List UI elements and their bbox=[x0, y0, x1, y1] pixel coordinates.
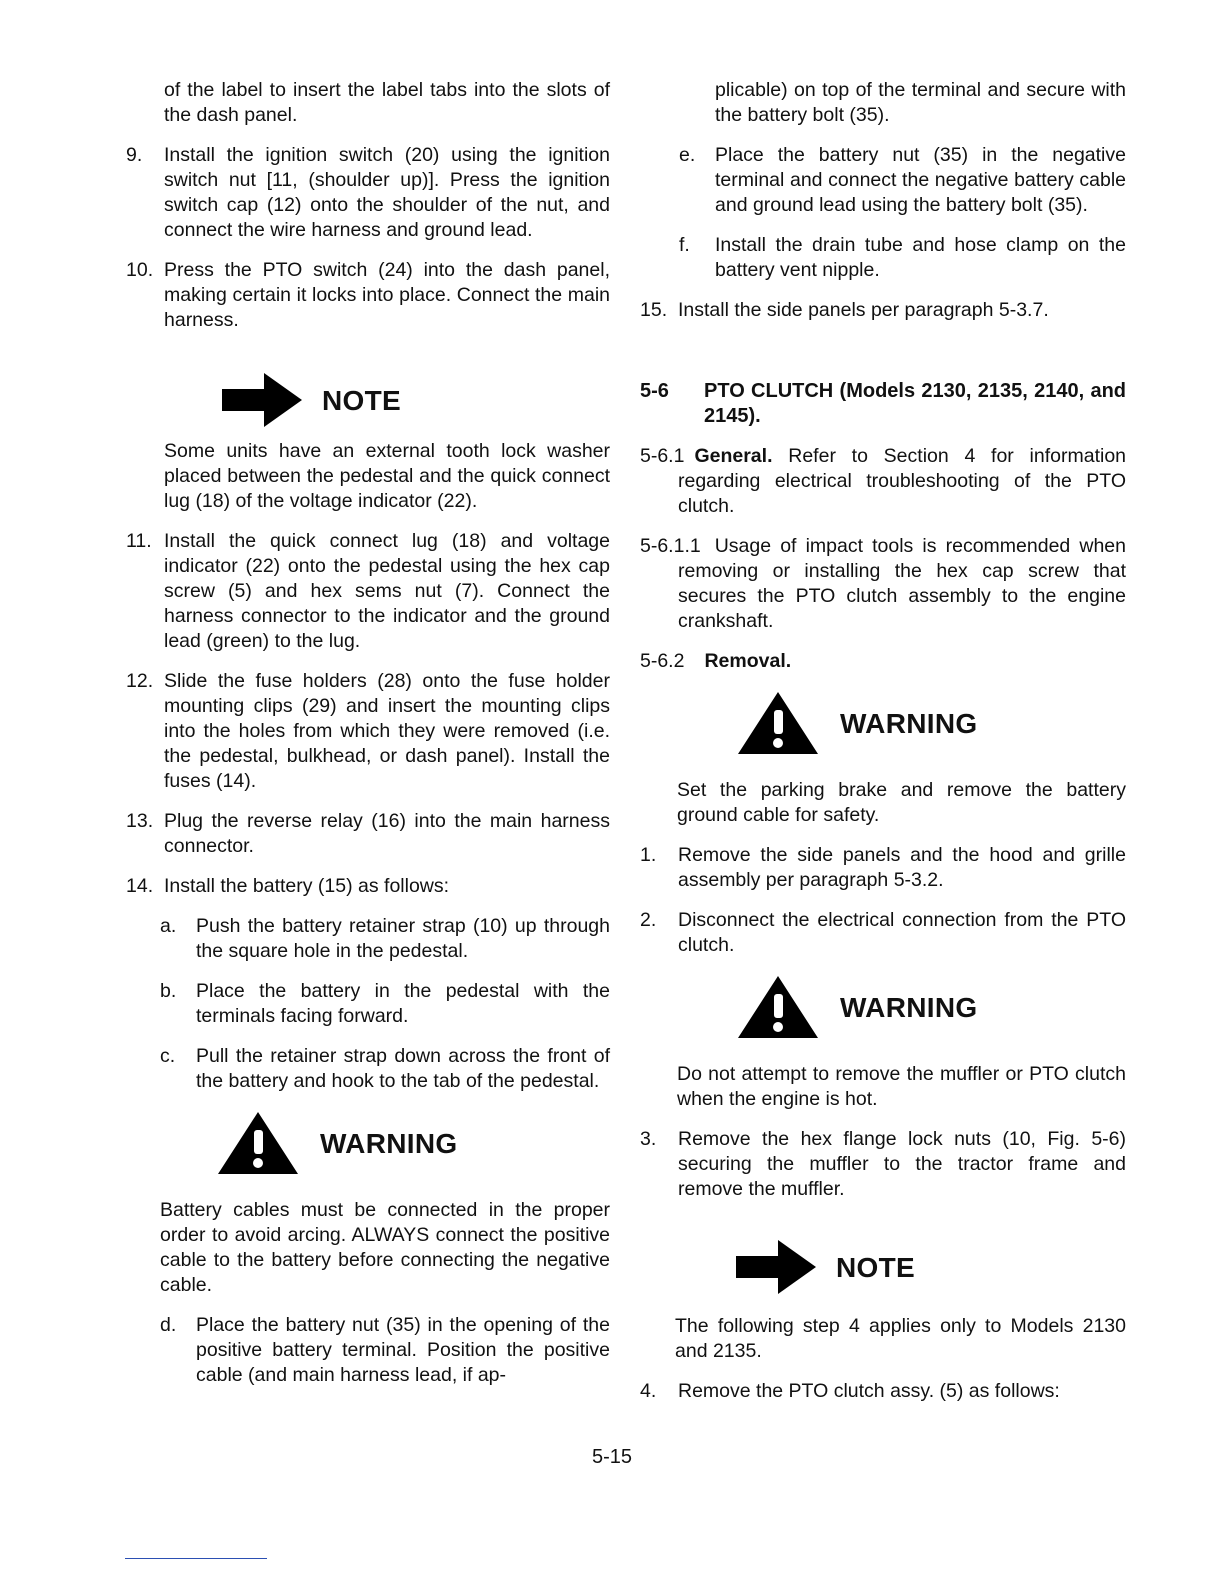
section-number: 5-6 bbox=[640, 380, 669, 402]
step-3 bbox=[640, 1127, 1126, 1202]
note-callout bbox=[222, 373, 610, 427]
paragraph-number: 5-6.1 bbox=[640, 445, 685, 467]
substep-letter: d. bbox=[160, 1314, 177, 1336]
step-12 bbox=[126, 669, 610, 794]
footer-rule bbox=[125, 1558, 267, 1559]
substep-b bbox=[126, 979, 610, 1029]
substep-letter: c. bbox=[160, 1045, 176, 1067]
substep-letter: f. bbox=[679, 234, 690, 256]
step-number: 15. bbox=[640, 299, 668, 321]
note-label: NOTE bbox=[836, 1251, 915, 1283]
warning-triangle-icon bbox=[736, 690, 820, 756]
note-arrow-icon bbox=[222, 373, 302, 427]
warning-text: Set the parking brake and remove the battery ground cable for safety. bbox=[677, 779, 1126, 826]
note-label: NOTE bbox=[322, 384, 401, 416]
warning-label: WARNING bbox=[320, 1127, 458, 1159]
step-text: Press the PTO switch (24) into the dash panel, making certain it locks into place. Connect the main harness. bbox=[164, 259, 610, 331]
warning-label: WARNING bbox=[840, 707, 978, 739]
substep-text: Install the drain tube and hose clamp on the battery vent nipple. bbox=[715, 234, 1126, 281]
step-text: Remove the side panels and the hood and grille assembly per paragraph 5-3.2. bbox=[678, 844, 1126, 891]
step-text: Remove the PTO clutch assy. (5) as follows: bbox=[678, 1380, 1060, 1402]
step-14 bbox=[126, 874, 610, 899]
substep-d bbox=[126, 1313, 610, 1388]
right-column bbox=[640, 78, 1126, 1404]
warning-text: Do not attempt to remove the muffler or PTO clutch when the engine is hot. bbox=[677, 1063, 1126, 1110]
step-text: Install the battery (15) as follows: bbox=[164, 875, 450, 897]
note-text: Some units have an external tooth lock washer placed between the pedestal and the quick connect lug (18) of the voltage indicator (22). bbox=[164, 440, 610, 512]
step-text: Install the side panels per paragraph 5-3.7. bbox=[678, 299, 1049, 321]
note-text: The following step 4 applies only to Models 2130 and 2135. bbox=[675, 1315, 1126, 1362]
warning-triangle-icon bbox=[216, 1110, 300, 1176]
substep-letter: b. bbox=[160, 980, 177, 1002]
paragraph-heading: Removal. bbox=[704, 650, 792, 672]
continued-text: of the label to insert the label tabs into the slots of the dash panel. bbox=[164, 79, 610, 126]
substep-c bbox=[126, 1044, 610, 1094]
step-11 bbox=[126, 529, 610, 654]
step-number: 13. bbox=[126, 810, 154, 832]
step-text: Install the ignition switch (20) using the ignition switch nut [11, (shoulder up)]. Press the ignition switch cap (12) onto the shoulder of the nut, and connect the wire harness and ground lead. bbox=[164, 144, 610, 241]
step-text: Install the quick connect lug (18) and voltage indicator (22) onto the pedestal using the hex cap screw (5) and hex sems nut (7). Connect the harness connector to the indicator and the ground lead (green) to the lug. bbox=[164, 530, 610, 652]
step-number: 14. bbox=[126, 875, 154, 897]
step-number: 11. bbox=[126, 530, 152, 552]
paragraph-number: 5-6.1.1 bbox=[640, 535, 701, 557]
step-text: Disconnect the electrical connection from the PTO clutch. bbox=[678, 909, 1126, 956]
step-9 bbox=[126, 143, 610, 243]
substep-text: Push the battery retainer strap (10) up through the square hole in the pedestal. bbox=[196, 915, 610, 962]
paragraph-5-6-2 bbox=[640, 649, 1126, 674]
step-13 bbox=[126, 809, 610, 859]
warning-label: WARNING bbox=[840, 991, 978, 1023]
substep-a bbox=[126, 914, 610, 964]
substep-f bbox=[640, 233, 1126, 283]
warning-callout bbox=[736, 974, 1126, 1040]
step-number: 12. bbox=[126, 670, 154, 692]
paragraph-5-6-1 bbox=[640, 444, 1126, 519]
step-2 bbox=[640, 908, 1126, 958]
substep-letter: e. bbox=[679, 144, 696, 166]
section-title: PTO CLUTCH (Models 2130, 2135, 2140, and 2145). bbox=[704, 380, 1126, 427]
substep-text: Pull the retainer strap down across the front of the battery and hook to the tab of the pedestal. bbox=[196, 1045, 610, 1092]
left-column bbox=[126, 78, 610, 1388]
warning-callout bbox=[216, 1110, 610, 1176]
substep-letter: a. bbox=[160, 915, 177, 937]
warning-triangle-icon bbox=[736, 974, 820, 1040]
step-number: 4. bbox=[640, 1380, 657, 1402]
step-text: Slide the fuse holders (28) onto the fuse holder mounting clips (29) and insert the mounting clips into the holes from which they were removed (i.e. the pedestal, bulkhead, or dash panel). Install the fuses (14). bbox=[164, 670, 610, 792]
paragraph-text: Refer to Section 4 for information regarding electrical troubleshooting of the PTO clutch. bbox=[678, 445, 1127, 517]
paragraph-number: 5-6.2 bbox=[640, 650, 685, 672]
step-15 bbox=[640, 298, 1126, 323]
step-1 bbox=[640, 843, 1126, 893]
continued-text: plicable) on top of the terminal and secure with the battery bolt (35). bbox=[715, 79, 1126, 126]
paragraph-text: Usage of impact tools is recommended when removing or installing the hex cap screw that secures the PTO clutch assembly to the engine crankshaft. bbox=[678, 535, 1126, 632]
warning-callout bbox=[736, 690, 1126, 756]
warning-text: Battery cables must be connected in the proper order to avoid arcing. ALWAYS connect the positive cable to the battery before connecting the negative cable. bbox=[160, 1199, 610, 1296]
step-text: Plug the reverse relay (16) into the main harness connector. bbox=[164, 810, 610, 857]
section-heading bbox=[640, 379, 1126, 429]
substep-e bbox=[640, 143, 1126, 218]
step-4 bbox=[640, 1379, 1126, 1404]
note-arrow-icon bbox=[736, 1240, 816, 1294]
step-number: 3. bbox=[640, 1128, 657, 1150]
step-10 bbox=[126, 258, 610, 333]
paragraph-5-6-1-1 bbox=[640, 534, 1126, 634]
step-number: 2. bbox=[640, 909, 657, 931]
step-number: 1. bbox=[640, 844, 657, 866]
step-number: 9. bbox=[126, 144, 143, 166]
substep-text: Place the battery nut (35) in the opening of the positive battery terminal. Position the positive cable (and main harness lead, if ap- bbox=[196, 1314, 610, 1386]
page-number: 5-15 bbox=[591, 1446, 633, 1468]
step-number: 10. bbox=[126, 259, 154, 281]
substep-text: Place the battery in the pedestal with the terminals facing forward. bbox=[196, 980, 610, 1027]
note-callout bbox=[736, 1240, 1126, 1294]
substep-text: Place the battery nut (35) in the negative terminal and connect the negative battery cable and ground lead using the battery bolt (35). bbox=[715, 144, 1126, 216]
paragraph-heading: General. bbox=[694, 445, 773, 467]
step-text: Remove the hex flange lock nuts (10, Fig. 5-6) securing the muffler to the tractor frame and remove the muffler. bbox=[678, 1128, 1126, 1200]
